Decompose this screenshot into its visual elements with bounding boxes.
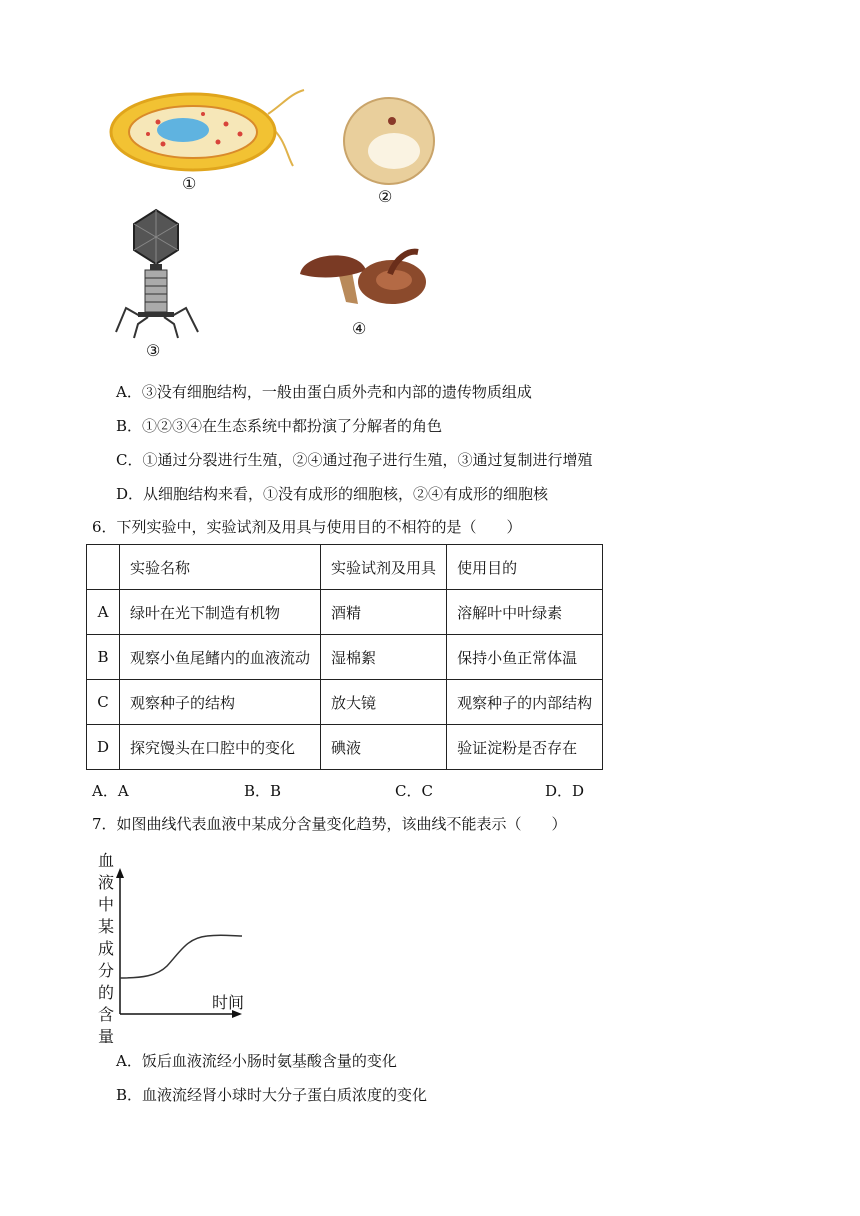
egg-cell-illustration <box>342 96 436 186</box>
table-cell: 放大镜 <box>321 680 447 725</box>
x-axis-label: 时间 <box>212 993 245 1012</box>
table-cell: B <box>87 635 120 680</box>
figure-label-3: ③ <box>146 341 161 360</box>
q6-option-a: A．A <box>92 782 129 800</box>
table-cell: 碘液 <box>321 725 447 770</box>
table-cell: 观察种子的内部结构 <box>447 680 603 725</box>
table-cell: C <box>87 680 120 725</box>
table-header-cell: 实验试剂及用具 <box>321 545 447 590</box>
q7-option-a: A．饭后血液流经小肠时氨基酸含量的变化 <box>116 1052 397 1070</box>
trend-curve <box>120 935 242 978</box>
table-cell: 湿棉絮 <box>321 635 447 680</box>
table-cell: 保持小鱼正常体温 <box>447 635 603 680</box>
table-cell: 绿叶在光下制造有机物 <box>120 590 321 635</box>
table-row <box>87 590 603 635</box>
bacteriophage-illustration <box>112 208 204 340</box>
table-cell: 验证淀粉是否存在 <box>447 725 603 770</box>
q5-option-b: B．①②③④在生态系统中都扮演了分解者的角色 <box>116 417 443 435</box>
table-row <box>87 635 603 680</box>
table-cell: 酒精 <box>321 590 447 635</box>
bacterium-illustration <box>108 84 308 184</box>
q7-option-b: B．血液流经肾小球时大分子蛋白质浓度的变化 <box>116 1086 428 1104</box>
mushroom-illustration <box>298 246 428 308</box>
q6-option-d: D．D <box>545 782 585 800</box>
q5-option-a: A．③没有细胞结构，一般由蛋白质外壳和内部的遗传物质组成 <box>116 383 532 401</box>
y-axis-label: 血 液 中 某 成 分 的 含 量 <box>97 851 114 1046</box>
figure-label-4: ④ <box>352 319 367 338</box>
figure-label-2: ② <box>378 187 393 206</box>
q5-option-d: D．从细胞结构来看，①没有成形的细胞核，②④有成形的细胞核 <box>116 485 549 503</box>
table-cell: 观察种子的结构 <box>120 680 321 725</box>
q6-option-b: B．B <box>244 782 282 800</box>
table-cell: D <box>87 725 120 770</box>
table-row <box>87 680 603 725</box>
table-cell: A <box>87 590 120 635</box>
table-header-cell: 实验名称 <box>120 545 321 590</box>
q6-experiment-table <box>86 544 603 770</box>
q5-option-c: C．①通过分裂进行生殖，②④通过孢子进行生殖，③通过复制进行增殖 <box>116 451 593 469</box>
table-cell: 溶解叶中叶绿素 <box>447 590 603 635</box>
table-row <box>87 725 603 770</box>
q7-stem: 7．如图曲线代表血液中某成分含量变化趋势，该曲线不能表示（ ） <box>92 815 567 833</box>
table-header-cell: 使用目的 <box>447 545 603 590</box>
table-cell: 探究馒头在口腔中的变化 <box>120 725 321 770</box>
table-cell: 观察小鱼尾鳍内的血液流动 <box>120 635 321 680</box>
q6-stem: 6．下列实验中，实验试剂及用具与使用目的不相符的是（ ） <box>92 518 522 536</box>
figure-label-1: ① <box>182 174 197 193</box>
table-header-row <box>87 545 603 590</box>
q6-option-c: C．C <box>395 782 433 800</box>
table-header-cell <box>87 545 120 590</box>
